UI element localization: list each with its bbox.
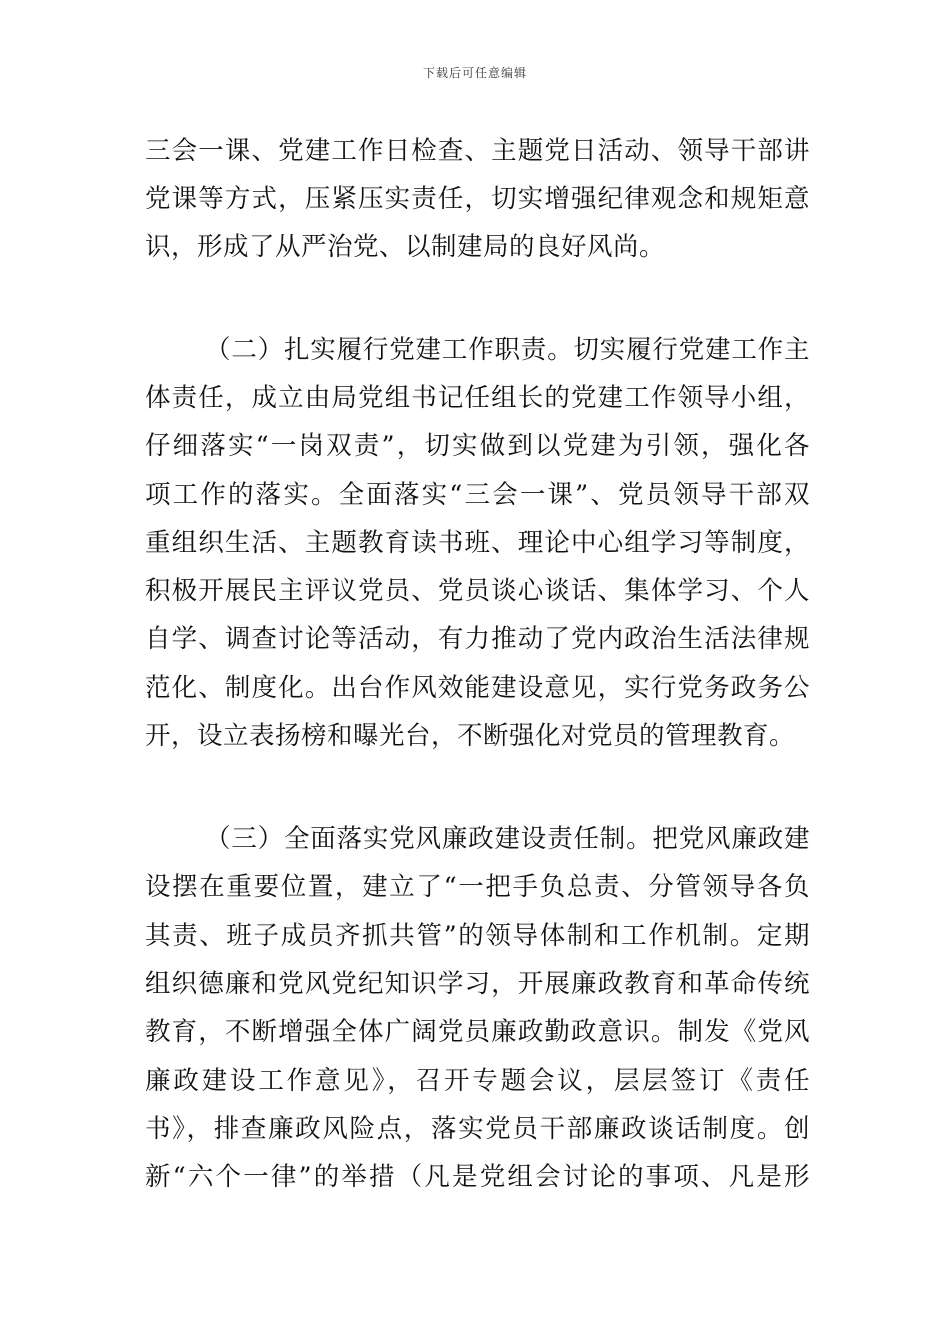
text-line: 党课等方式，压紧压实责任，切实增强纪律观念和规矩意 (145, 184, 810, 214)
text-line: 识，形成了从严治党、以制建局的良好风尚。 (145, 232, 666, 262)
text-line: 项工作的落实。全面落实“三会一课”、党员领导干部双 (145, 480, 810, 510)
text-line: 范化、制度化。出台作风效能建设意见，实行党务政务公 (145, 673, 810, 703)
text-line: 开，设立表扬榜和曝光台，不断强化对党员的管理教育。 (145, 721, 796, 751)
text-line: 三会一课、党建工作日检查、主题党日活动、领导干部讲 (145, 136, 810, 166)
text-line: 重组织生活、主题教育读书班、理论中心组学习等制度， (145, 528, 810, 558)
text-line: 其责、班子成员齐抓共管”的领导体制和工作机制。定期 (145, 921, 810, 951)
text-line: 设摆在重要位置，建立了“一把手负总责、分管领导各负 (145, 872, 810, 902)
text-line: 积极开展民主评议党员、党员谈心谈话、集体学习、个人 (145, 576, 810, 606)
text-line: （三）全面落实党风廉政建设责任制。把党风廉政建 (205, 824, 810, 854)
text-line: 体责任，成立由局党组书记任组长的党建工作领导小组， (145, 383, 810, 413)
text-line: 廉政建设工作意见》，召开专题会议，层层签订《责任 (145, 1066, 810, 1096)
text-line: （二）扎实履行党建工作职责。切实履行党建工作主 (205, 335, 810, 365)
text-line: 自学、调查讨论等活动，有力推动了党内政治生活法律规 (145, 624, 810, 654)
text-line: 新“六个一律”的举措（凡是党组会讨论的事项、凡是形 (145, 1162, 810, 1192)
text-line: 教育，不断增强全体广阔党员廉政勤政意识。制发《党风 (145, 1017, 810, 1047)
text-line: 仔细落实“一岗双责”，切实做到以党建为引领，强化各 (145, 431, 810, 461)
text-line: 组织德廉和党风党纪知识学习，开展廉政教育和革命传统 (145, 969, 810, 999)
page-header: 下载后可任意编辑 (422, 66, 527, 80)
text-line: 书》，排查廉政风险点，落实党员干部廉政谈话制度。创 (145, 1114, 810, 1144)
